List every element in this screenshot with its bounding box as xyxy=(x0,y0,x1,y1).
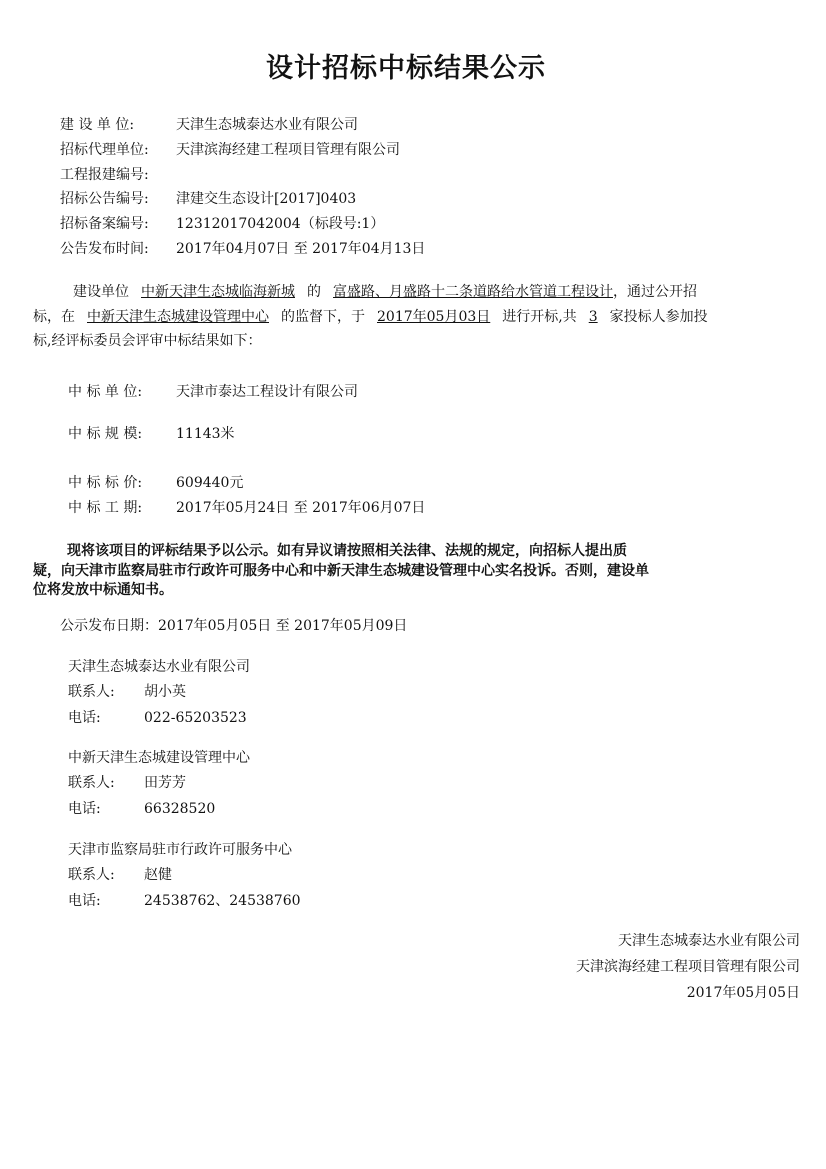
signature-date: 2017年05月05日 xyxy=(686,985,800,1001)
intro-text-7: 家投标人参加投 xyxy=(609,308,708,325)
signature-org-1: 天津生态城泰达水业有限公司 xyxy=(618,933,800,949)
contact-3-phone-row xyxy=(68,890,301,912)
intro-builder: 中新天津生态城临海新城 xyxy=(141,284,295,300)
award-winner-label: 中 标 单 位: xyxy=(68,384,143,400)
info-publish-time-label: 公告发布时间: xyxy=(60,241,149,257)
intro-text-3: ，通过公开招 xyxy=(613,284,697,300)
info-notice-no-value: 津建交生态设计[2017]0403 xyxy=(176,191,357,207)
info-agent-row xyxy=(60,139,400,161)
contact-3-org: 天津市监察局驻市行政许可服务中心 xyxy=(68,842,292,858)
info-record-no-label: 招标备案编号: xyxy=(60,216,149,232)
contact-2-org: 中新天津生态城建设管理中心 xyxy=(68,750,250,766)
contact-1-phone: 022-65203523 xyxy=(144,710,247,726)
award-winner-value: 天津市泰达工程设计有限公司 xyxy=(176,384,358,400)
contact-3-person: 赵健 xyxy=(144,867,172,883)
intro-text-5: 的监督下，于 xyxy=(281,308,365,325)
contact-3-person-label: 联系人: xyxy=(68,867,115,883)
award-period-label: 中 标 工 期: xyxy=(68,500,143,516)
award-scale-value: 11143米 xyxy=(176,426,235,442)
contact-2-phone-label: 电话: xyxy=(68,801,101,817)
info-agent-label: 招标代理单位: xyxy=(60,142,149,158)
award-price-row xyxy=(68,472,243,494)
info-record-no-value: 12312017042004（标段号:1） xyxy=(176,216,385,232)
info-notice-no-label: 招标公告编号: xyxy=(60,191,149,207)
intro-text-4: 标，在 xyxy=(33,308,75,325)
info-publish-time-value: 2017年04月07日 至 2017年04月13日 xyxy=(176,241,426,257)
public-notice xyxy=(33,542,813,601)
info-notice-no-row xyxy=(60,188,356,210)
contact-1-phone-label: 电话: xyxy=(68,710,101,726)
intro-text-6: 进行开标,共 xyxy=(502,308,577,325)
signature-org-2: 天津滨海经建工程项目管理有限公司 xyxy=(576,959,800,975)
contact-1-person: 胡小英 xyxy=(144,684,186,700)
intro-paragraph xyxy=(33,280,803,354)
award-scale-label: 中 标 规 模: xyxy=(68,426,143,442)
contact-2-phone-row xyxy=(68,798,215,820)
intro-text-8: 标,经评标委员会评审中标结果如下： xyxy=(33,333,262,349)
notice-line-2: 疑，向天津市监察局驻市行政许可服务中心和中新天津生态城建设管理中心实名投诉。否则，建设单 xyxy=(33,562,649,579)
info-builder-row xyxy=(60,114,358,136)
info-builder-label: 建 设 单 位: xyxy=(60,117,135,133)
notice-line-3: 位将发放中标通知书。 xyxy=(33,582,173,598)
contact-1-person-row xyxy=(68,681,186,703)
intro-project: 富盛路、月盛路十二条道路给水管道工程设计 xyxy=(333,284,613,300)
award-scale-row xyxy=(68,423,235,445)
contact-2-phone: 66328520 xyxy=(144,801,216,817)
info-record-no-row xyxy=(60,213,384,235)
contact-3-phone: 24538762、24538760 xyxy=(144,893,301,909)
info-agent-value: 天津滨海经建工程项目管理有限公司 xyxy=(176,142,400,158)
contact-3-person-row xyxy=(68,864,172,886)
intro-text-2: 的 xyxy=(307,284,321,300)
notice-text-1: 现将该项目的评标结果予以公示。如有异议请按照相关法律、法规的规定，向招标人提出质 xyxy=(67,543,627,559)
intro-open-date: 2017年05月03日 xyxy=(377,308,491,325)
award-winner-row xyxy=(68,381,358,403)
info-project-no-row xyxy=(60,164,176,186)
contact-2-person-row xyxy=(68,772,186,794)
contact-1-phone-row xyxy=(68,707,247,729)
intro-line-1 xyxy=(33,280,803,305)
award-price-label: 中 标 标 价: xyxy=(68,475,143,491)
contact-3-phone-label: 电话: xyxy=(68,893,101,909)
page-title: 设计招标中标结果公示 xyxy=(266,53,546,84)
award-price-value: 609440元 xyxy=(176,475,244,491)
contact-1-person-label: 联系人: xyxy=(68,684,115,700)
contact-2-person: 田芳芳 xyxy=(144,775,186,791)
intro-line-2 xyxy=(33,305,803,330)
notice-line-1 xyxy=(33,542,813,562)
info-project-no-label: 工程报建编号: xyxy=(60,167,149,183)
contact-2-person-label: 联系人: xyxy=(68,775,115,791)
contact-1-org: 天津生态城泰达水业有限公司 xyxy=(68,659,250,675)
award-period-value: 2017年05月24日 至 2017年06月07日 xyxy=(176,500,426,516)
intro-supervisor: 中新天津生态城建设管理中心 xyxy=(87,308,269,325)
intro-line-3 xyxy=(33,329,803,354)
info-builder-value: 天津生态城泰达水业有限公司 xyxy=(176,117,358,133)
award-period-row xyxy=(68,497,425,519)
intro-bidder-count: 3 xyxy=(588,308,598,325)
intro-text-1: 建设单位 xyxy=(73,284,129,300)
publish-date: 公示发布日期：2017年05月05日 至 2017年05月09日 xyxy=(60,618,408,634)
info-publish-time-row xyxy=(60,238,425,260)
